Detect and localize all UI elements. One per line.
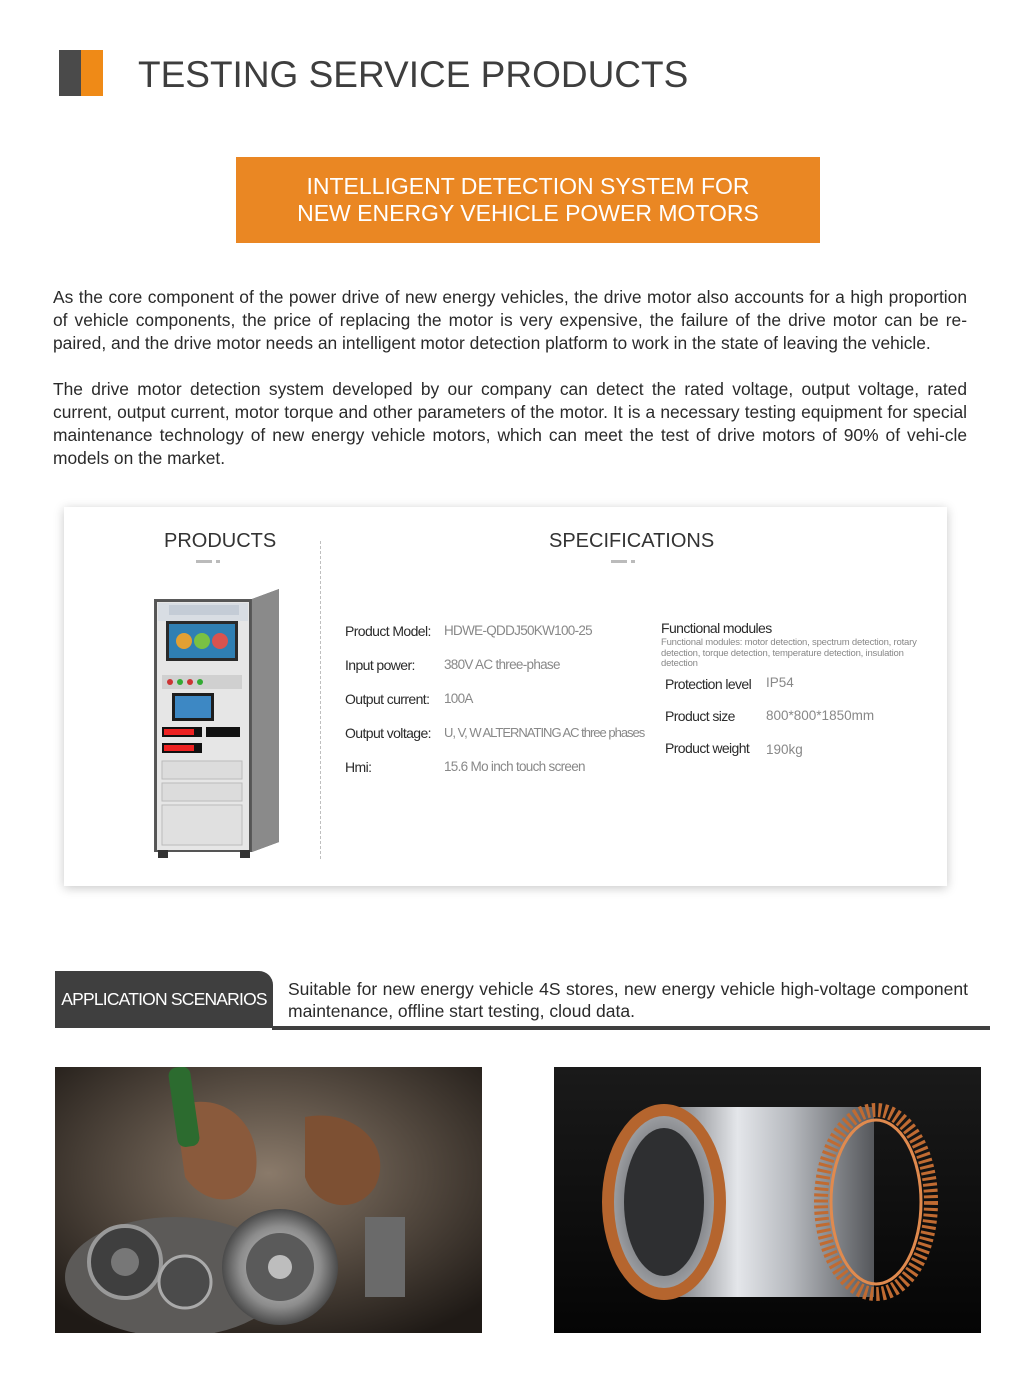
motor-stator-photo [554, 1067, 981, 1333]
intro-paragraph-1: As the core component of the power drive of new energy vehicles, the drive motor also accounts for a high proportion of vehicle components, the price of replacing the motor is very expensive, the failure of the drive motor can be re-paired, and the drive motor needs an intelligent motor detection platform to work in the state of leaving the vehicle. [53, 287, 967, 353]
application-scenarios-rule [272, 1026, 990, 1030]
spec-label-output-current: Output current: [345, 691, 430, 707]
title-mark-dark [59, 50, 81, 96]
specifications-heading: SPECIFICATIONS [549, 530, 715, 552]
spec-label-product-weight: Product weight [665, 740, 750, 756]
spec-value-output-current: 100A [444, 691, 473, 706]
mechanic-repair-photo [55, 1067, 482, 1333]
application-scenarios-tab: APPLICATION SCENARIOS [55, 971, 273, 1028]
spec-value-product-weight: 190kg [766, 742, 803, 757]
page-title: TESTING SERVICE PRODUCTS [138, 54, 689, 95]
spec-value-hmi: 15.6 Mo inch touch screen [444, 759, 585, 774]
spec-value-product-size: 800*800*1850mm [766, 708, 875, 723]
spec-label-product-size: Product size [665, 708, 735, 724]
spec-value-output-voltage: U, V, W ALTERNATING AC three phases [444, 725, 645, 740]
products-heading-underline [196, 560, 212, 563]
banner-line-2: NEW ENERGY VEHICLE POWER MOTORS [297, 200, 759, 226]
spec-label-hmi: Hmi: [345, 759, 372, 775]
intro-text [53, 286, 967, 493]
spec-label-product-model: Product Model: [345, 623, 431, 639]
spec-value-product-model: HDWE-QDDJ50KW100-25 [444, 623, 592, 638]
spec-label-protection-level: Protection level [665, 676, 752, 692]
column-divider [320, 541, 321, 859]
specifications-heading-underline-dot [631, 560, 635, 563]
spec-value-input-power: 380V AC three-phase [444, 657, 560, 672]
intro-paragraph-2: The drive motor detection system developed by our company can detect the rated voltage, output voltage, rated current, output current, motor torque and other parameters of the motor. It is a necessary testing equipment for special maintenance technology of new energy vehicle motors, which can meet the test of drive motors of 90% of vehi-cle models on the market. [53, 379, 967, 468]
application-scenarios-text: Suitable for new energy vehicle 4S stores, new energy vehicle high-voltage component maintenance, offline start testing, cloud data. [288, 979, 968, 1021]
product-card [64, 507, 947, 886]
banner-line-1: INTELLIGENT DETECTION SYSTEM FOR [306, 173, 750, 199]
spec-value-protection-level: IP54 [766, 675, 794, 690]
title-mark-orange [81, 50, 103, 96]
functional-modules-title: Functional modules [661, 620, 772, 636]
spec-label-input-power: Input power: [345, 657, 415, 673]
spec-label-output-voltage: Output voltage: [345, 725, 431, 741]
detection-cabinet-image [144, 587, 294, 862]
product-banner [236, 157, 820, 243]
products-heading-underline-dot [216, 560, 220, 563]
specifications-heading-underline [611, 560, 627, 563]
products-heading: PRODUCTS [164, 530, 277, 552]
functional-modules-description: Functional modules: motor detection, spectrum detection, rotary detection, torque detection, temperature detection, insulation detection [661, 637, 917, 669]
